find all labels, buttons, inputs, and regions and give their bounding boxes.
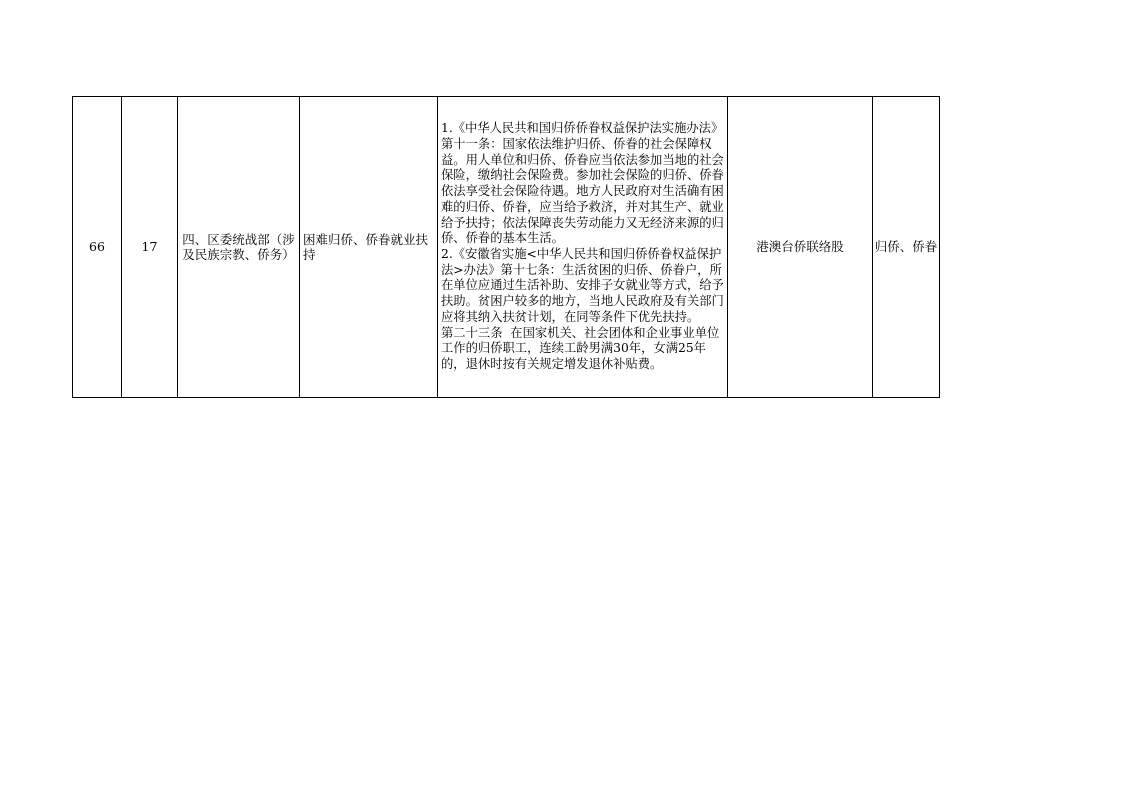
basis-paragraph-2: 2.《安徽省实施<中华人民共和国归侨侨眷权益保护法>办法》第十七条：生活贫困的归侨、侨眷户，所在单位应通过生活补助、安排子女就业等方式，给予扶助。贫困户较多的地方，当地人民政府及有关部门应将其纳入扶贫计划，在同等条件下优先扶持。 第二十三条 在国家机关、社会团体和企业事业单位工作的归侨职工，连续工龄男满30年，女满25年的，退休时按有关规定增发退休补贴费。 <box>441 247 724 371</box>
sub-seq-cell: 17 <box>122 97 178 398</box>
record-table <box>72 96 940 398</box>
target-cell: 归侨、侨眷 <box>873 97 940 398</box>
legal-basis-cell <box>438 97 728 398</box>
item-name-cell: 困难归侨、侨眷就业扶持 <box>300 97 438 398</box>
seq-cell: 66 <box>73 97 122 398</box>
department-cell: 四、区委统战部（涉及民族宗教、侨务） <box>178 97 300 398</box>
basis-paragraph-1: 1.《中华人民共和国归侨侨眷权益保护法实施办法》第十一条：国家依法维护归侨、侨眷的社会保障权益。用人单位和归侨、侨眷应当依法参加当地的社会保险，缴纳社会保险费。参加社会保险的归侨、侨眷依法享受社会保险待遇。地方人民政府对生活确有困难的归侨、侨眷，应当给予救济，并对其生产、就业给予扶持；依法保障丧失劳动能力又无经济来源的归侨、侨眷的基本生活。 <box>441 121 724 246</box>
responsible-unit-cell: 港澳台侨联络股 <box>728 97 873 398</box>
table-row <box>73 97 940 398</box>
